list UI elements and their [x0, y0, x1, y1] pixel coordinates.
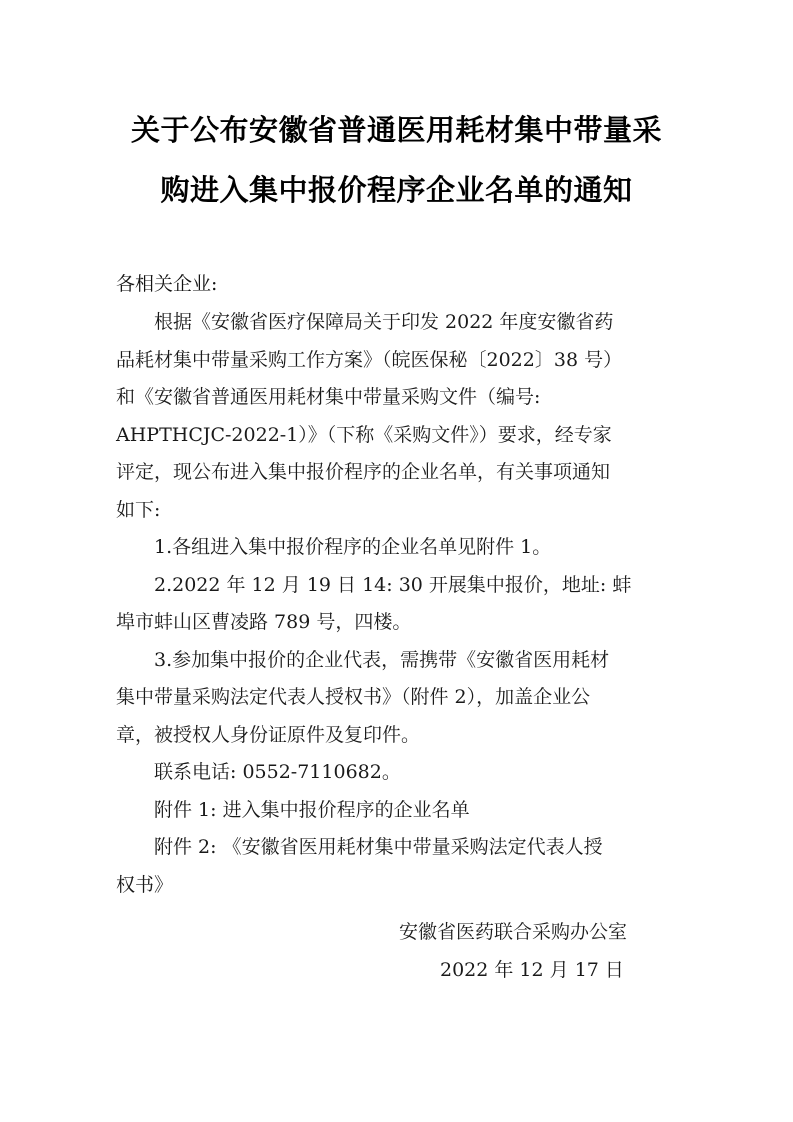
intro-line: 品耗材集中带量采购工作方案》（皖医保秘〔2022〕38 号）: [116, 348, 623, 371]
item-1-paragraph: [116, 529, 681, 567]
signature-date: 2022 年 12 月 17 日: [440, 959, 624, 981]
item-2-line: 埠市蚌山区曹凌路 789 号，四楼。: [116, 611, 412, 633]
intro-line: 如下:: [116, 498, 161, 521]
item-3-paragraph: [116, 642, 681, 755]
attachment-2-line: 附件 2: 《安徽省医用耗材集中带量采购法定代表人授: [154, 836, 603, 858]
attachment-2-paragraph: [116, 829, 681, 904]
item-3-line: 3.参加集中报价的企业代表，需携带《安徽省医用耗材: [154, 648, 610, 671]
intro-line: 评定，现公布进入集中报价程序的企业名单，有关事项通知: [116, 461, 611, 483]
document-body: [116, 304, 681, 904]
contact-phone: 联系电话: 0552-7110682。: [154, 761, 401, 783]
signature-organization: 安徽省医药联合采购办公室: [399, 921, 628, 943]
item-3-line: 章，被授权人身份证原件及复印件。: [116, 723, 421, 746]
item-3-line: 集中带量采购法定代表人授权书》（附件 2），加盖企业公: [116, 686, 591, 708]
item-2-paragraph: [116, 567, 681, 642]
intro-paragraph: [116, 304, 681, 529]
contact-paragraph: [116, 754, 681, 792]
item-1-line: 1.各组进入集中报价程序的企业名单见附件 1。: [154, 536, 552, 558]
intro-line: AHPTHCJC-2022-1）》（下称《采购文件》）要求，经专家: [116, 423, 612, 446]
attachment-1-paragraph: [116, 792, 681, 830]
intro-line: 和《安徽省普通医用耗材集中带量采购文件（编号:: [116, 386, 541, 408]
attachment-2-line: 权书》: [116, 873, 174, 896]
salutation: 各相关企业:: [116, 273, 218, 295]
attachment-1-line: 附件 1: 进入集中报价程序的企业名单: [154, 798, 470, 821]
document-title-line-2: 购进入集中报价程序企业名单的通知: [160, 173, 633, 207]
item-2-line: 2.2022 年 12 月 19 日 14: 30 开展集中报价，地址: 蚌: [154, 573, 632, 596]
document-title-line-1: 关于公布安徽省普通医用耗材集中带量采: [130, 113, 662, 147]
intro-line: 根据《安徽省医疗保障局关于印发 2022 年度安徽省药: [154, 311, 614, 333]
